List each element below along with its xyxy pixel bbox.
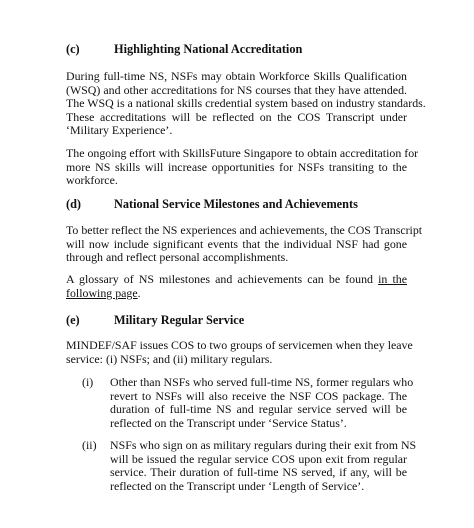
section-e-paragraph-1 xyxy=(66,338,413,366)
text-line: (WSQ) and other accreditations for NS courses that they have attended. xyxy=(66,82,407,97)
text-line xyxy=(66,273,407,287)
glossary-text: A glossary of NS milestones and achievements can be found xyxy=(66,272,373,286)
following-page-link-part-2[interactable]: following page xyxy=(66,285,138,300)
list-item-body xyxy=(110,375,414,430)
list-item-number: (ii) xyxy=(82,438,97,452)
text-line: During full-time NS, NSFs may obtain Workforce Skills Qualification xyxy=(66,69,407,83)
text-line: service. Their duration of full-time NS served, if any, will be xyxy=(110,465,407,480)
section-e-label: (e) xyxy=(66,313,80,327)
text-line xyxy=(66,287,407,301)
text-line: MINDEF/SAF issues COS to two groups of servicemen when they leave xyxy=(66,338,413,352)
text-line: reflected on the Transcript under ‘Service Status’. xyxy=(110,415,347,430)
glossary-text-end: . xyxy=(137,285,141,300)
section-d-title: National Service Milestones and Achievements xyxy=(114,197,358,211)
text-line: revert to NSFs will also receive the NSF COS package. The xyxy=(110,388,407,403)
section-c-label: (c) xyxy=(66,42,80,56)
section-c-heading xyxy=(66,41,302,57)
section-e-heading xyxy=(66,312,244,328)
list-item-number: (i) xyxy=(82,375,94,389)
text-line: The ongoing effort with SkillsFuture Singapore to obtain accreditation for xyxy=(66,146,419,160)
text-line: more NS skills will increase opportunities for NSFs transiting to the xyxy=(66,159,407,174)
text-line: will be issued the regular service COS upon exit from regular xyxy=(110,451,407,466)
following-page-link-part-1[interactable]: in the xyxy=(378,272,407,286)
section-e-title: Military Regular Service xyxy=(114,313,245,327)
text-line: To better reflect the NS experiences and achievements, the COS Transcript xyxy=(66,223,423,237)
section-c-paragraph-1 xyxy=(66,69,426,138)
section-d-heading xyxy=(66,196,358,212)
text-line: through and reflect personal accomplishments. xyxy=(66,250,289,265)
section-d-paragraph-1 xyxy=(66,223,423,265)
section-c-title: Highlighting National Accreditation xyxy=(114,42,303,56)
text-line: reflected on the Transcript under ‘Length of Service’. xyxy=(110,478,365,493)
section-c-paragraph-2 xyxy=(66,146,419,188)
text-line: Other than NSFs who served full-time NS, former regulars who xyxy=(110,375,414,389)
text-line: NSFs who sign on as military regulars during their exit from NS xyxy=(110,438,417,452)
section-d-label: (d) xyxy=(66,197,82,211)
list-item-body xyxy=(110,438,417,493)
text-line: will now include significant events that the individual NSF had gone xyxy=(66,236,407,251)
text-line: ‘Military Experience’. xyxy=(66,123,173,138)
text-line: duration of full-time NS and regular service served will be xyxy=(110,402,407,417)
section-d-paragraph-2 xyxy=(66,273,407,300)
text-line: The WSQ is a national skills credential system based on industry standards. xyxy=(66,96,426,111)
text-line: These accreditations will be reflected on the COS Transcript under xyxy=(66,109,407,124)
text-line: workforce. xyxy=(66,173,118,188)
text-line: service: (i) NSFs; and (ii) military regulars. xyxy=(66,351,273,366)
